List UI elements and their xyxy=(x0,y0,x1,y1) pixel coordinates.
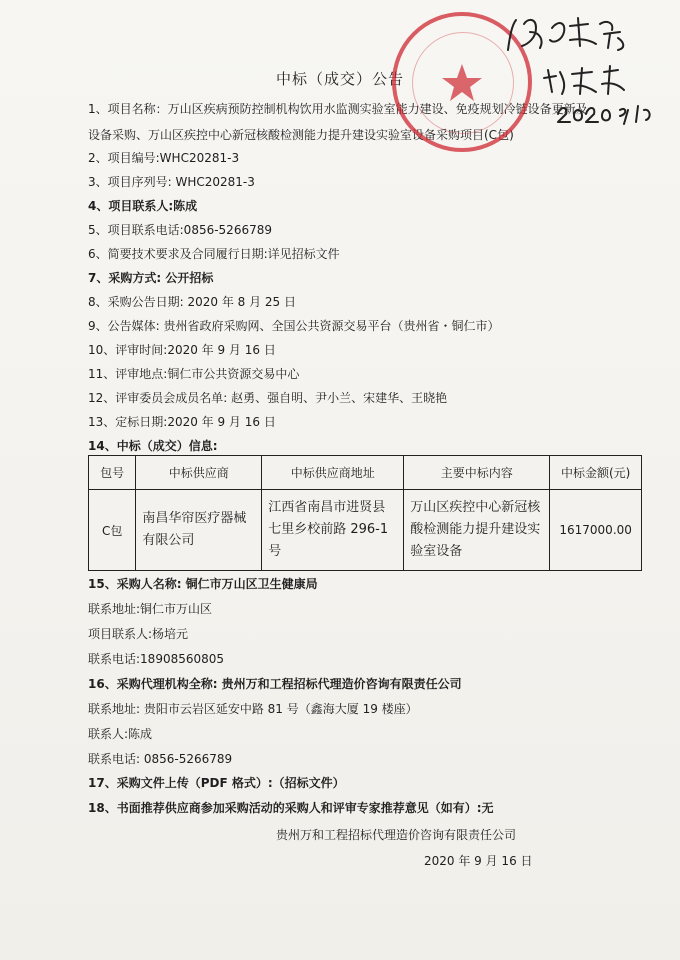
handwritten-approval xyxy=(500,10,660,130)
header-supplier: 中标供应商 xyxy=(136,456,262,490)
item-13-award-date: 13、定标日期:2020 年 9 月 16 日 xyxy=(88,415,276,429)
item-10-review-time: 10、评审时间:2020 年 9 月 16 日 xyxy=(88,343,276,357)
cell-package: C包 xyxy=(89,490,136,571)
item-16-agency: 16、采购代理机构全称: 贵州万和工程招标代理造价咨询有限责任公司 xyxy=(88,677,462,691)
table-header-row xyxy=(89,456,642,490)
purchaser-address: 联系地址:铜仁市万山区 xyxy=(88,602,213,616)
cell-content: 万山区疾控中心新冠核酸检测能力提升建设实验室设备 xyxy=(404,490,550,571)
item-9-media: 9、公告媒体: 贵州省政府采购网、全国公共资源交易平台（贵州省・铜仁市） xyxy=(88,319,500,333)
header-content: 主要中标内容 xyxy=(404,456,550,490)
purchaser-contact: 项目联系人:杨培元 xyxy=(88,627,189,641)
item-12-committee: 12、评审委员会成员名单: 赵勇、强自明、尹小兰、宋建华、王晓艳 xyxy=(88,391,448,405)
cell-address: 江西省南昌市进贤县七里乡校前路 296-1 号 xyxy=(262,490,404,571)
item-4-contact: 4、项目联系人:陈成 xyxy=(88,199,198,213)
item-14-award-info: 14、中标（成交）信息: xyxy=(88,439,218,453)
item-7-method: 7、采购方式: 公开招标 xyxy=(88,271,214,285)
award-table xyxy=(88,455,642,571)
agency-phone: 联系电话: 0856-5266789 xyxy=(88,752,233,766)
signatory: 贵州万和工程招标代理造价咨询有限责任公司 xyxy=(276,828,517,842)
header-amount: 中标金额(元) xyxy=(550,456,642,490)
item-1-project-name: 1、项目名称：万山区疾病预防控制机构饮用水监测实验室能力建设、免疫规划冷链设备更新及设备采购、万山区疾控中心新冠核酸检测能力提升建设实验室设备采购项目(C包) xyxy=(88,102,588,142)
item-6-requirements: 6、简要技术要求及合同履行日期:详见招标文件 xyxy=(88,247,340,261)
purchaser-phone: 联系电话:18908560805 xyxy=(88,652,225,666)
item-5-phone: 5、项目联系电话:0856-5266789 xyxy=(88,223,272,237)
agency-address: 联系地址: 贵阳市云岩区延安中路 81 号（鑫海大厦 19 楼座） xyxy=(88,702,418,716)
table-row xyxy=(89,490,642,571)
cell-amount: 1617000.00 xyxy=(550,490,642,571)
signature-date: 2020 年 9 月 16 日 xyxy=(424,854,533,868)
item-3-serial-number: 3、项目序列号: WHC20281-3 xyxy=(88,175,255,189)
cell-supplier: 南昌华帘医疗器械有限公司 xyxy=(136,490,262,571)
header-address: 中标供应商地址 xyxy=(262,456,404,490)
item-15-purchaser: 15、采购人名称: 铜仁市万山区卫生健康局 xyxy=(88,577,318,591)
item-11-review-place: 11、评审地点:铜仁市公共资源交易中心 xyxy=(88,367,300,381)
page-title: 中标（成交）公告 xyxy=(275,70,404,88)
header-package: 包号 xyxy=(89,456,136,490)
agency-contact: 联系人:陈成 xyxy=(88,727,153,741)
item-8-announce-date: 8、采购公告日期: 2020 年 8 月 25 日 xyxy=(88,295,297,309)
item-2-project-number: 2、项目编号:WHC20281-3 xyxy=(88,151,240,165)
item-17-upload: 17、采购文件上传（PDF 格式）:（招标文件） xyxy=(88,776,345,790)
item-18-recommendation: 18、书面推荐供应商参加采购活动的采购人和评审专家推荐意见（如有）:无 xyxy=(88,801,494,815)
